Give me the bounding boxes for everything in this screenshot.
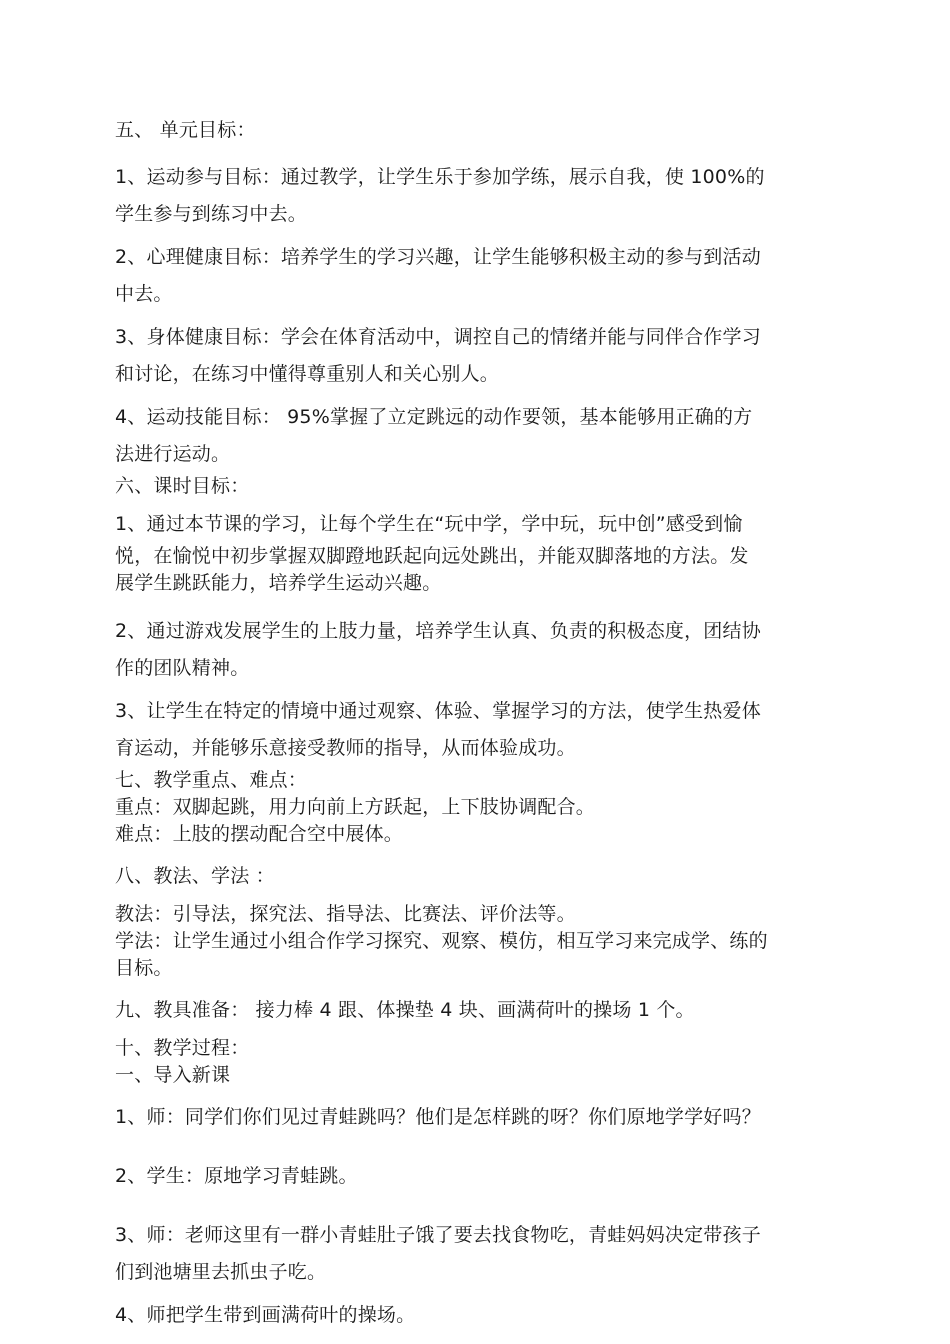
unit-goal-3-line-1: 3、身体健康目标：学会在体育活动中，调控自己的情绪并能与同伴合作学习	[115, 326, 761, 348]
procedure-step-4: 4、师把学生带到画满荷叶的操场。	[115, 1304, 416, 1326]
section-7-heading: 七、教学重点、难点：	[115, 769, 308, 791]
lesson-objective-1	[115, 506, 845, 597]
section-9-text: 九、教具准备： 接力棒 4 跟、体操垫 4 块、画满荷叶的操场 1 个。	[115, 999, 695, 1021]
part-1-heading: 一、导入新课	[115, 1064, 231, 1086]
unit-goal-2-line-1: 2、心理健康目标：培养学生的学习兴趣，让学生能够积极主动的参与到活动	[115, 246, 761, 268]
teaching-method: 教法：引导法，探究法、指导法、比赛法、评价法等。	[115, 903, 576, 925]
section-6-heading: 六、课时目标：	[115, 475, 250, 497]
lesson-objective-2-line-2: 作的团队精神。	[115, 657, 250, 679]
lesson-objective-1-line-3: 展学生跳跃能力，培养学生运动兴趣。	[115, 572, 442, 594]
key-point: 重点：双脚起跳，用力向前上方跃起，上下肢协调配合。	[115, 796, 596, 818]
unit-goal-1-line-2: 学生参与到练习中去。	[115, 203, 308, 225]
unit-goal-2	[115, 239, 845, 313]
procedure-step-2: 2、学生：原地学习青蛙跳。	[115, 1165, 358, 1187]
unit-goal-3	[115, 319, 845, 393]
learning-method-line-1: 学法：让学生通过小组合作学习探究、观察、模仿，相互学习来完成学、练的	[115, 930, 768, 952]
procedure-step-3-line-1: 3、师：老师这里有一群小青蛙肚子饿了要去找食物吃，青蛙妈妈决定带孩子	[115, 1224, 761, 1246]
procedure-step-1: 1、师：同学们你们见过青蛙跳吗？他们是怎样跳的呀？你们原地学学好吗？	[115, 1106, 761, 1128]
section-5-heading: 五、 单元目标：	[115, 119, 256, 141]
lesson-objective-2-line-1: 2、通过游戏发展学生的上肢力量，培养学生认真、负责的积极态度，团结协	[115, 620, 761, 642]
section-8-heading: 八、教法、学法 ：	[115, 865, 275, 887]
unit-goal-4-line-1: 4、运动技能目标： 95%掌握了立定跳远的动作要领，基本能够用正确的方	[115, 406, 753, 428]
document-body	[115, 112, 845, 1334]
unit-goal-1-line-1: 1、运动参与目标：通过教学，让学生乐于参加学练，展示自我，使 100%的	[115, 166, 765, 188]
unit-goal-4	[115, 399, 845, 473]
lesson-objective-2	[115, 613, 845, 687]
unit-goal-2-line-2: 中去。	[115, 283, 173, 305]
difficulty: 难点：上肢的摆动配合空中展体。	[115, 823, 404, 845]
unit-goal-4-line-2: 法进行运动。	[115, 443, 231, 465]
section-10-heading: 十、教学过程：	[115, 1037, 250, 1059]
unit-goal-3-line-2: 和讨论，在练习中懂得尊重别人和关心别人。	[115, 363, 500, 385]
lesson-objective-1-line-2: 悦，在愉悦中初步掌握双脚蹬地跃起向远处跳出，并能双脚落地的方法。发	[115, 545, 749, 567]
lesson-objective-3-line-1: 3、让学生在特定的情境中通过观察、体验、掌握学习的方法，使学生热爱体	[115, 700, 761, 722]
lesson-objective-3-line-2: 育运动，并能够乐意接受教师的指导，从而体验成功。	[115, 737, 576, 759]
procedure-step-3	[115, 1217, 845, 1291]
lesson-objective-1-line-1: 1、通过本节课的学习，让每个学生在“玩中学，学中玩，玩中创”感受到愉	[115, 513, 743, 535]
unit-goal-1	[115, 159, 845, 233]
lesson-objective-3	[115, 693, 845, 767]
procedure-step-3-line-2: 们到池塘里去抓虫子吃。	[115, 1261, 327, 1283]
learning-method-line-2: 目标。	[115, 957, 173, 979]
